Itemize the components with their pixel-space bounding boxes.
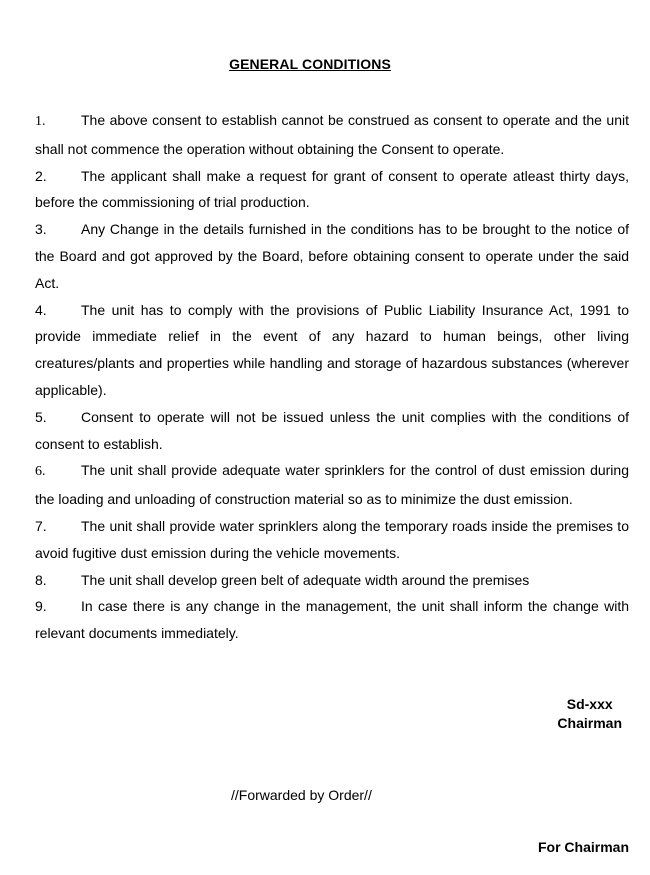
signature-sd-line: Sd-xxx <box>566 696 613 712</box>
condition-number: 5. <box>35 408 47 425</box>
condition-text: The applicant shall make a request for grant of consent to operate atleast thirty days, before the commissioning of trial production. <box>35 167 629 211</box>
condition-text: The above consent to establish cannot be construed as consent to operate and the unit shall not commence the operation without obtaining the Consent to operate. <box>35 112 629 157</box>
condition-item <box>35 567 629 594</box>
document-heading: GENERAL CONDITIONS <box>229 56 391 72</box>
condition-item <box>35 107 629 163</box>
condition-number: 4. <box>35 301 47 318</box>
condition-text: The unit shall provide water sprinklers along the temporary roads inside the premises to avoid fugitive dust emission during the vehicle movements. <box>35 517 629 561</box>
condition-text: The unit has to comply with the provisions of Public Liability Insurance Act, 1991 to provide immediate relief in the event of any hazard to human beings, other living creatures/plants and properties while handling and storage of hazardous substances (wherever applicable). <box>35 301 629 398</box>
condition-number: 1. <box>35 114 46 129</box>
condition-item <box>35 216 629 296</box>
condition-number: 3. <box>35 221 47 238</box>
condition-text: Consent to operate will not be issued unless the unit complies with the conditions of consent to establish. <box>35 408 629 452</box>
condition-number: 9. <box>35 598 47 615</box>
condition-text: In case there is any change in the management, the unit shall inform the change with relevant documents immediately. <box>35 598 629 642</box>
condition-text: Any Change in the details furnished in the conditions has to be brought to the notice of the Board and got approved by the Board, before obtaining consent to operate under the said Act. <box>35 221 629 291</box>
condition-item <box>35 163 629 217</box>
condition-text: The unit shall develop green belt of adequate width around the premises <box>81 571 530 588</box>
condition-item <box>35 457 629 513</box>
condition-item <box>35 404 629 458</box>
forwarded-by-order: //Forwarded by Order// <box>231 787 372 803</box>
condition-number: 8. <box>35 571 47 588</box>
condition-number: 7. <box>35 517 47 534</box>
condition-item <box>35 513 629 567</box>
condition-text: The unit shall provide adequate water sprinklers for the control of dust emission during the loading and unloading of construction material so as to minimize the dust emission. <box>35 462 629 508</box>
condition-item <box>35 593 629 647</box>
condition-number: 6. <box>35 464 46 480</box>
condition-number: 2. <box>35 167 47 184</box>
for-chairman-signoff: For Chairman <box>537 839 629 855</box>
signature-designation: Chairman <box>557 715 622 731</box>
signature-block <box>557 695 622 733</box>
conditions-list <box>35 107 629 647</box>
condition-item <box>35 297 629 404</box>
